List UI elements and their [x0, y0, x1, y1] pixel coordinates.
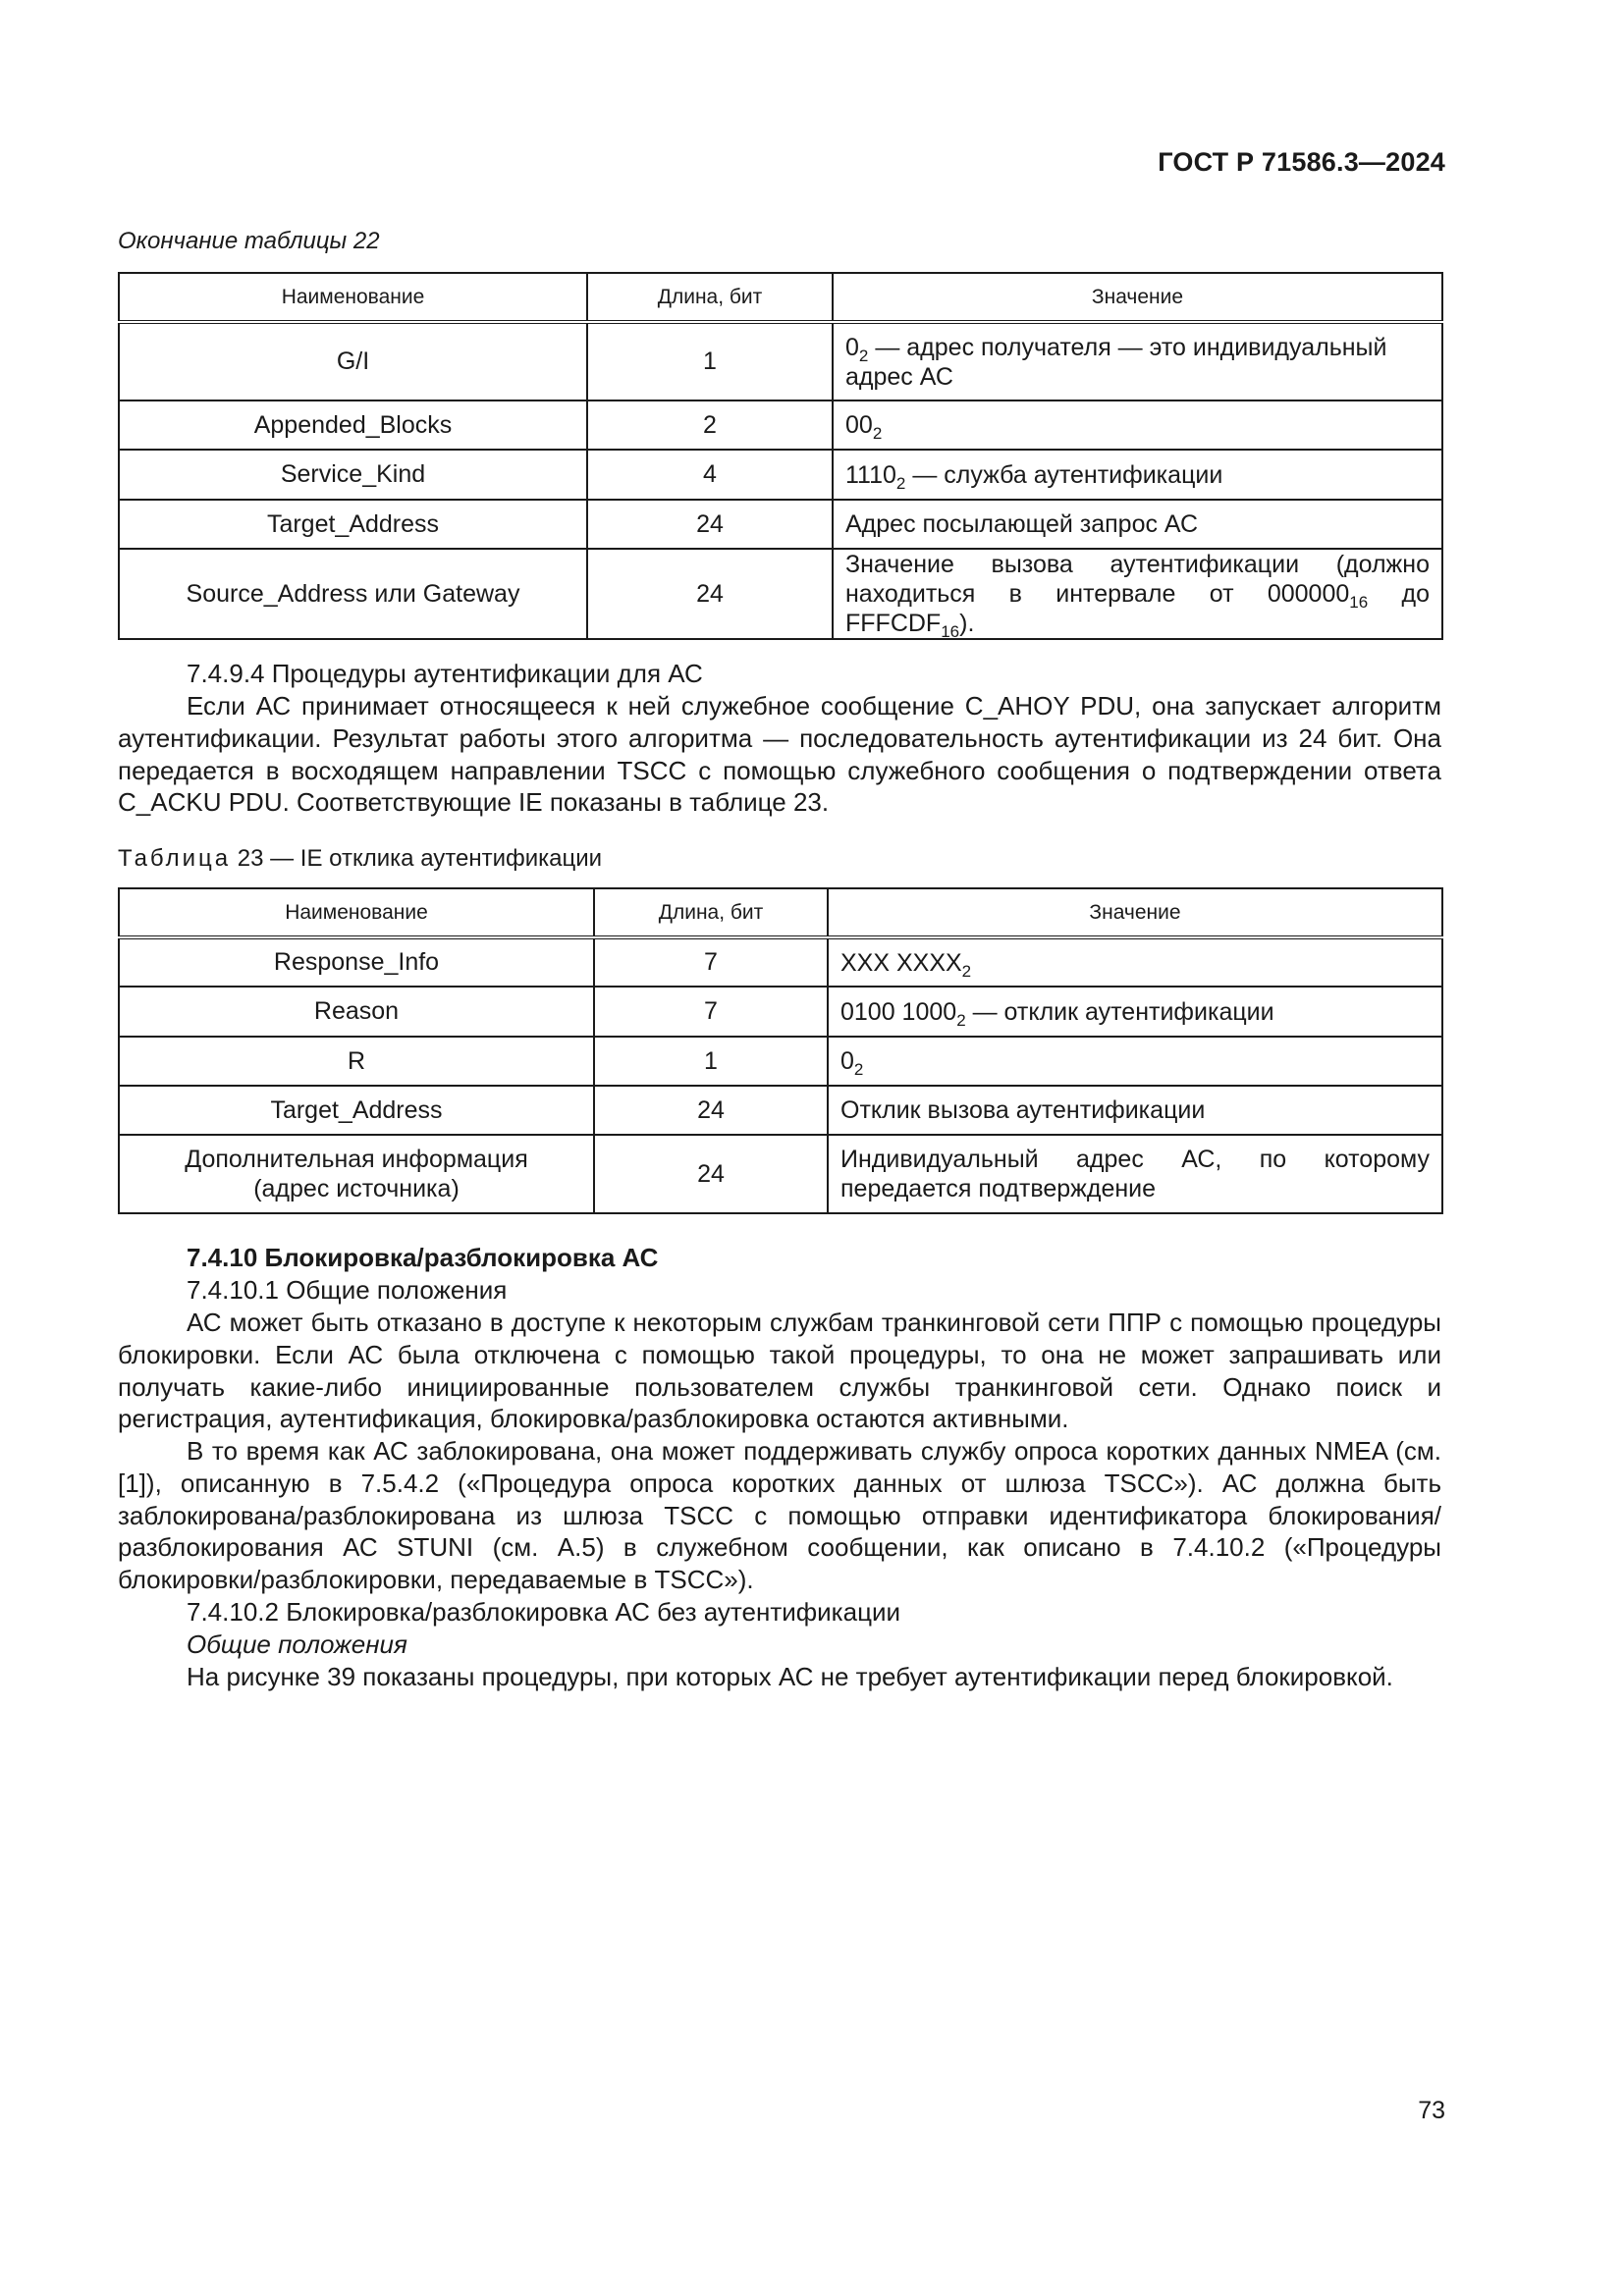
table-row	[119, 400, 1442, 450]
section-7-4-10-1-paragraph-1: АС может быть отказано в доступе к некоторым службам транкинговой сети ППР с помощью процедуры блокировки. Если АС была отключена с помощью такой процедуры, то она не может запрашивать или получать какие-либо инициированные пользователем службы транкинговой сети. Однако поиск и регистрация, аутентификация, блокировка/разблокировка остаются активными.	[118, 1308, 1441, 1434]
table-row	[119, 937, 1442, 987]
cell-value: Отклик вызова аутентификации	[828, 1086, 1442, 1135]
section-7-4-9-4-text: Если АС принимает относящееся к ней служебное сообщение C_AHOY PDU, она запускает алгоритм аутентификации. Результат работы этого алгоритма — последовательность аутентификации из 24 бит. Она передается в восходящем направлении TSCC с помощью служебного сообщения о подтверждении ответа C_ACKU PDU. Соответствующие IE показаны в таблице 23.	[118, 691, 1441, 818]
cell-name: R	[119, 1037, 594, 1086]
cell-value: Значение вызова аутентификации (должно находиться в интервале от $000000_{16}$ до $FFFCDF_{16}$).	[833, 549, 1442, 639]
column-header: Длина, бит	[587, 273, 833, 322]
column-header: Наименование	[119, 888, 594, 937]
cell-length: 7	[594, 987, 828, 1037]
table23-caption: Таблица 23 — IE отклика аутентификации	[118, 845, 603, 872]
cell-name: Source_Address или Gateway	[119, 549, 587, 639]
cell-length: 24	[587, 549, 833, 639]
table-header-row	[119, 273, 1442, 322]
cell-value: XXX $XXXX_2$	[828, 937, 1442, 987]
table-row	[119, 322, 1442, 400]
cell-name: Target_Address	[119, 1086, 594, 1135]
section-7-4-9-4-title: 7.4.9.4 Процедуры аутентификации для АС	[187, 659, 703, 688]
table-row	[119, 987, 1442, 1037]
cell-value: 0100 $1000_2$ — отклик аутентификации	[828, 987, 1442, 1037]
cell-length: 7	[594, 937, 828, 987]
column-header: Длина, бит	[594, 888, 828, 937]
cell-name: Response_Info	[119, 937, 594, 987]
cell-length: 24	[594, 1086, 828, 1135]
column-header: Значение	[828, 888, 1442, 937]
table-row	[119, 1037, 1442, 1086]
section-7-4-10-1-title: 7.4.10.1 Общие положения	[187, 1275, 508, 1305]
cell-value: $0_2$	[828, 1037, 1442, 1086]
table-22	[118, 272, 1443, 640]
cell-length: 1	[594, 1037, 828, 1086]
cell-length: 4	[587, 450, 833, 500]
cell-length: 2	[587, 400, 833, 450]
table22-caption: Окончание таблицы 22	[118, 228, 380, 254]
cell-value: $00_2$	[833, 400, 1442, 450]
cell-value: Адрес посылающей запрос АС	[833, 500, 1442, 549]
cell-name: Service_Kind	[119, 450, 587, 500]
section-7-4-10-2-title: 7.4.10.2 Блокировка/разблокировка АС без аутентификации	[187, 1597, 901, 1627]
table-row	[119, 450, 1442, 500]
cell-name: Дополнительная информация (адрес источника)	[119, 1135, 594, 1213]
table-row	[119, 500, 1442, 549]
cell-value: Индивидуальный адрес АС, по которому передается подтверждение	[828, 1135, 1442, 1213]
table-header-row	[119, 888, 1442, 937]
section-7-4-10-1-paragraph-2: В то время как АС заблокирована, она может поддерживать службу опроса коротких данных NMEA (см. [1]), описанную в 7.5.4.2 («Процедура опроса коротких данных от шлюза TSCC»). АС должна быть заблокирована/разблокирована из шлюза TSCC с помощью отправки идентификатора блокирования/разблокирования АС STUNI (см. А.5) в служебном сообщении, как описано в 7.4.10.2 («Процедуры блокировки/разблокировки, передаваемые в TSCC»).	[118, 1436, 1441, 1595]
cell-name: Appended_Blocks	[119, 400, 587, 450]
cell-name: G/I	[119, 322, 587, 400]
table-row	[119, 1135, 1442, 1213]
table-23	[118, 887, 1443, 1214]
section-7-4-10-title: 7.4.10 Блокировка/разблокировка АС	[187, 1243, 659, 1272]
column-header: Значение	[833, 273, 1442, 322]
section-7-4-10-2-paragraph: На рисунке 39 показаны процедуры, при которых АС не требует аутентификации перед блокировкой.	[187, 1662, 1393, 1691]
cell-name: Target_Address	[119, 500, 587, 549]
cell-length: 1	[587, 322, 833, 400]
column-header: Наименование	[119, 273, 587, 322]
cell-length: 24	[587, 500, 833, 549]
cell-value: $1110_2$ — служба аутентификации	[833, 450, 1442, 500]
section-7-4-10-2-subtitle: Общие положения	[187, 1629, 407, 1659]
cell-name: Reason	[119, 987, 594, 1037]
table-row	[119, 549, 1442, 639]
cell-value: $0_2$ — адрес получателя — это индивидуальный адрес АС	[833, 322, 1442, 400]
document-header: ГОСТ Р 71586.3—2024	[1158, 147, 1445, 177]
page-number: 73	[1418, 2097, 1445, 2124]
table-row	[119, 1086, 1442, 1135]
cell-length: 24	[594, 1135, 828, 1213]
